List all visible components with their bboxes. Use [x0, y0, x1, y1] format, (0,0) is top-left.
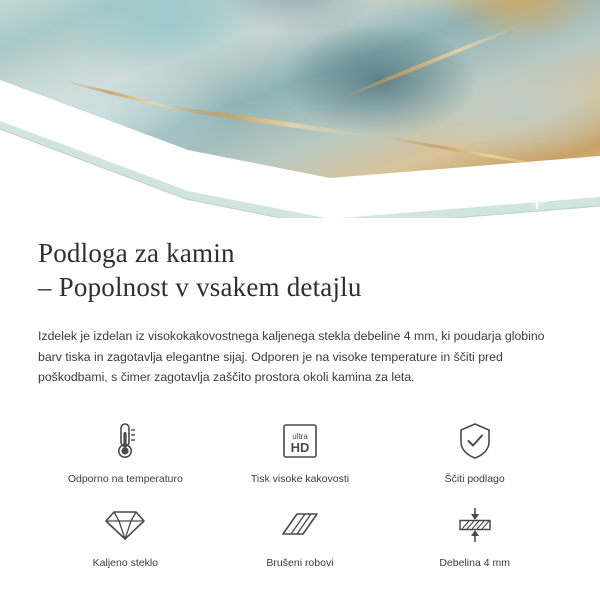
sparkle-icon [529, 193, 545, 209]
shield-check-icon [456, 418, 494, 464]
sparkle-icon [505, 175, 531, 201]
ultra-text: ultra [292, 431, 308, 441]
thermometer-icon [110, 418, 140, 464]
diamond-icon [103, 502, 147, 548]
feature-item-polished-edges [213, 502, 388, 570]
page-title [38, 236, 562, 304]
hd-text: HD [290, 439, 310, 455]
polished-edges-icon [279, 502, 321, 548]
feature-item-tempered-glass [38, 502, 213, 570]
headline-line-2: – Popolnost v vsakem detajlu [38, 272, 362, 302]
headline-line-1: Podloga za kamin [38, 238, 235, 268]
feature-item-temperature [38, 418, 213, 486]
feature-label: Odporno na temperaturo [67, 472, 183, 485]
thickness-icon [453, 502, 497, 548]
feature-label: Tisk visoke kakovosti [250, 472, 350, 485]
content-area [0, 236, 600, 570]
description-paragraph: Izdelek je izdelan iz visokokakovostnega kaljenega stekla debeline 4 mm, ki poudarja globino barv tiska in zagotavlja elegantne sijaj. Odporen je na visoke temperature in ščiti pred poškodbami, s čimer zagotavlja zaščito prostora okoli kamina za leta. [38, 329, 545, 384]
feature-grid [38, 418, 562, 570]
ultra-hd-icon [280, 418, 320, 464]
feature-label: Debelina 4 mm [439, 556, 510, 569]
feature-item-thickness [387, 502, 562, 570]
feature-item-protects-surface [387, 418, 562, 486]
feature-label: Brušeni robovi [266, 556, 334, 569]
feature-item-print-quality [213, 418, 388, 486]
feature-label: Kaljeno steklo [92, 556, 159, 569]
marble-glass-panel-artwork [0, 0, 600, 218]
hero-image [0, 0, 600, 218]
feature-label: Ščiti podlago [444, 472, 505, 485]
